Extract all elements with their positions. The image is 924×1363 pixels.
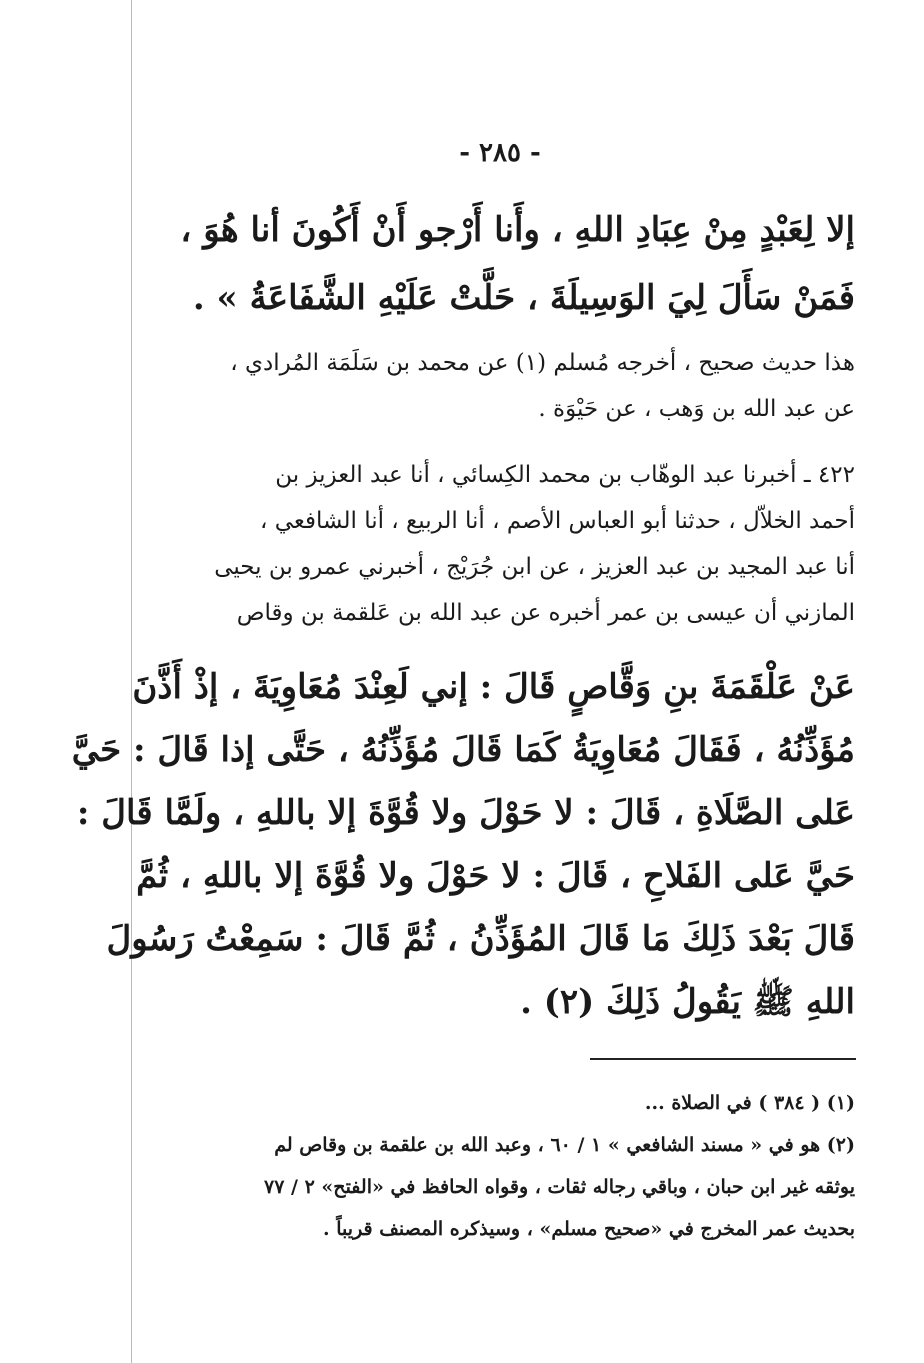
hadith-main-line: مُؤَذِّنُهُ ، فَقَالَ مُعَاوِيَةُ كَمَا قَالَ مُؤَذِّنُهُ ، حَتَّى إذا قَالَ : حَيَّ <box>71 730 855 770</box>
hadith-tail-line: إلا لِعَبْدٍ مِنْ عِبَادِ اللهِ ، وأَنا أَرْجو أَنْ أَكُونَ أنا هُوَ ، <box>180 210 855 250</box>
isnad-line: ٤٢٢ ـ أخبرنا عبد الوهّاب بن محمد الكِسائي ، أنا عبد العزيز بن <box>275 462 855 488</box>
hadith-tail-line: فَمَنْ سَأَلَ لِيَ الوَسِيلَةَ ، حَلَّتْ عَلَيْهِ الشَّفَاعَةُ » . <box>192 278 855 318</box>
hadith-main-line: قَالَ بَعْدَ ذَلِكَ مَا قَالَ المُؤَذِّنُ ، ثُمَّ قَالَ : سَمِعْتُ رَسُولَ <box>106 919 855 959</box>
footnote-line: بحديث عمر المخرج في «صحيح مسلم» ، وسيذكره المصنف قريباً . <box>323 1218 855 1240</box>
footnote-line: يوثقه غير ابن حبان ، وباقي رجاله ثقات ، وقواه الحافظ في «الفتح» ٢ / ٧٧ <box>264 1176 855 1198</box>
footnote-separator <box>590 1058 856 1060</box>
page-number: - ٢٨٥ - <box>459 138 541 168</box>
hadith-main-line: عَنْ عَلْقَمَةَ بنِ وَقَّاصٍ قَالَ : إني لَعِنْدَ مُعَاوِيَةَ ، إذْ أَذَّنَ <box>132 667 855 707</box>
footnotes-block <box>190 1082 855 1250</box>
commentary-block <box>190 340 855 432</box>
commentary-line: عن عبد الله بن وَهب ، عن حَيْوَة . <box>538 396 855 422</box>
hadith-tail-block <box>180 196 855 332</box>
hadith-main-line: عَلى الصَّلَاةِ ، قَالَ : لا حَوْلَ ولا قُوَّةَ إلا باللهِ ، ولَمَّا قَالَ : <box>76 793 855 833</box>
isnad-block <box>190 452 855 636</box>
hadith-main-line: اللهِ ﷺ يَقُولُ ذَلِكَ (٢) . <box>520 982 855 1022</box>
hadith-main-line: حَيَّ عَلى الفَلاحِ ، قَالَ : لا حَوْلَ ولا قُوَّةَ إلا باللهِ ، ثُمَّ <box>136 856 855 896</box>
isnad-line: أحمد الخلاّل ، حدثنا أبو العباس الأصم ، أنا الربيع ، أنا الشافعي ، <box>259 508 855 534</box>
footnote-line: (٢) هو في « مسند الشافعي » ١ / ٦٠ ، وعبد الله بن علقمة بن وقاص لم <box>274 1134 855 1156</box>
hadith-main-block <box>71 656 855 1034</box>
isnad-line: أنا عبد المجيد بن عبد العزيز ، عن ابن جُرَيْج ، أخبرني عمرو بن يحيى <box>214 554 855 580</box>
commentary-line: هذا حديث صحيح ، أخرجه مُسلم (١) عن محمد بن سَلَمَة المُرادي ، <box>230 350 855 376</box>
footnote-line: (١) ( ٣٨٤ ) في الصلاة ... <box>644 1092 855 1114</box>
isnad-line: المازني أن عيسى بن عمر أخبره عن عبد الله بن عَلقمة بن وقاص <box>236 600 855 626</box>
